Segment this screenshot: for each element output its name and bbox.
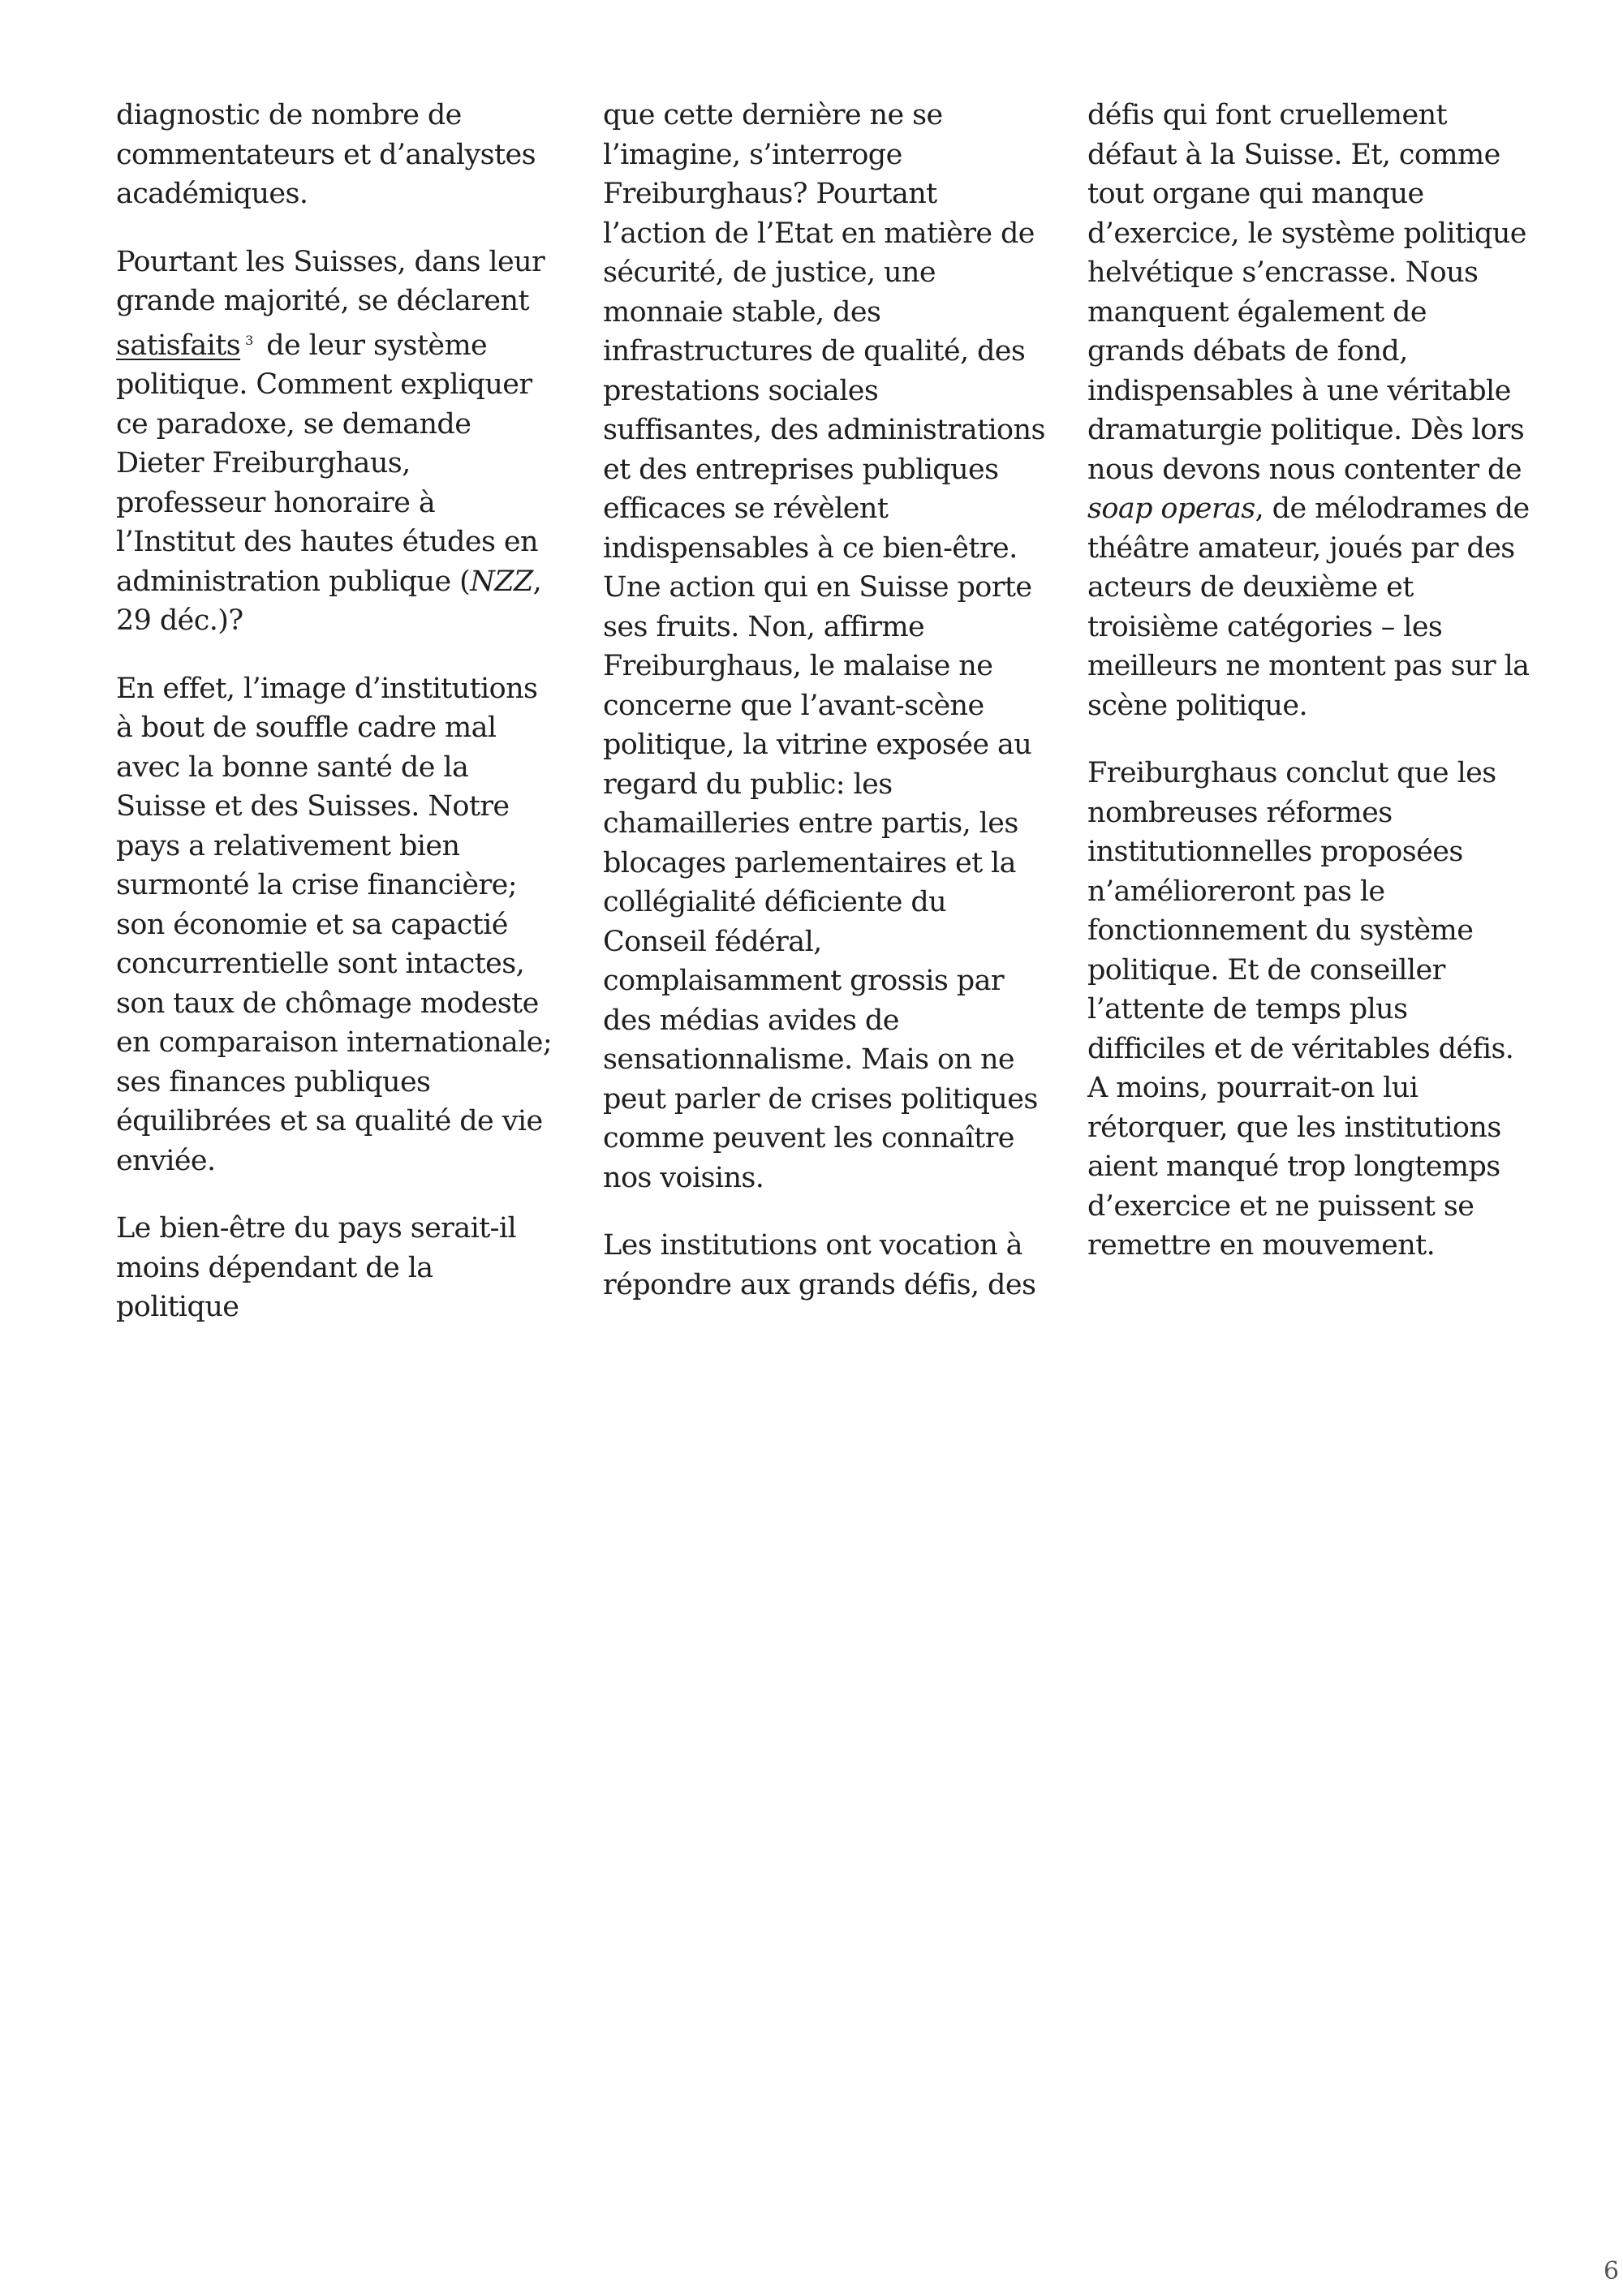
paragraph <box>116 243 558 641</box>
satisfaits-link[interactable]: satisfaits <box>116 329 241 362</box>
paragraph: Les institutions ont vocation à répondre aux grands défis, des <box>603 1229 1036 1301</box>
italic-term: soap operas <box>1087 492 1255 525</box>
text-run: , de mélodrames de théâtre amateur, joués par des acteurs de deuxième et troisième catégories – les meilleurs ne montent pas sur la scène politique. <box>1087 492 1530 722</box>
text-run: Pourtant les Suisses, dans leur grande majorité, se déclarent <box>116 245 545 317</box>
paragraph: Freiburghaus conclut que les nombreuses réformes institutionnelles proposées n’amélioreront pas le fonctionnement du système politique. Et de conseiller l’attente de temps plus difficiles et de véritables défis. A moins, pourrait-on lui rétorquer, que les institutions aient manqué trop longtemps d’exercice et ne puissent se remettre en mouvement. <box>1087 757 1514 1262</box>
text-column-3 <box>1087 96 1530 1294</box>
page-number: 6 <box>1604 2257 1620 2285</box>
text-column-1 <box>116 96 558 1356</box>
paragraph: diagnostic de nombre de commentateurs et d’analystes académiques. <box>116 99 536 210</box>
text-run: de leur système politique. Comment expliquer ce paradoxe, se demande Dieter Freiburghaus, professeur honoraire à l’Institut des hautes études en administration publique ( <box>116 329 538 598</box>
text-run: , 29 déc.)? <box>116 565 542 637</box>
text-column-2 <box>603 96 1045 1333</box>
footnote-marker: 3 <box>245 332 253 348</box>
publication-name: NZZ <box>470 565 533 598</box>
paragraph: que cette dernière ne se l’imagine, s’interroge Freiburghaus? Pourtant l’action de l’Etat en matière de sécurité, de justice, une monnaie stable, des infrastructures de qualité, des prestations sociales suffisantes, des administrations et des entreprises publiques efficaces se révèlent indispensables à ce bien-être. Une action qui en Suisse porte ses fruits. Non, affirme Freiburghaus, le malaise ne concerne que l’avant-scène politique, la vitrine exposée au regard du public: les chamailleries entre partis, les blocages parlementaires et la collégialité déficiente du Conseil fédéral, complaisamment grossis par des médias avides de sensationnalisme. Mais on ne peut parler de crises politiques comme peuvent les connaître nos voisins. <box>603 99 1045 1194</box>
paragraph: En effet, l’image d’institutions à bout de souffle cadre mal avec la bonne santé de la Suisse et des Suisses. Notre pays a relativement bien surmonté la crise financière; son économie et sa capactié concurrentielle sont intactes, son taux de chômage modeste en comparaison internationale; ses finances publiques équilibrées et sa qualité de vie enviée. <box>116 672 553 1177</box>
paragraph: Le bien-être du pays serait-il moins dépendant de la politique <box>116 1212 517 1323</box>
paragraph <box>1087 96 1530 725</box>
text-run: défis qui font cruellement défaut à la Suisse. Et, comme tout organe qui manque d’exercice, le système politique helvétique s’encrasse. Nous manquent également de grands débats de fond, indispensables à une véritable dramaturgie politique. Dès lors nous devons nous contenter de <box>1087 99 1526 486</box>
